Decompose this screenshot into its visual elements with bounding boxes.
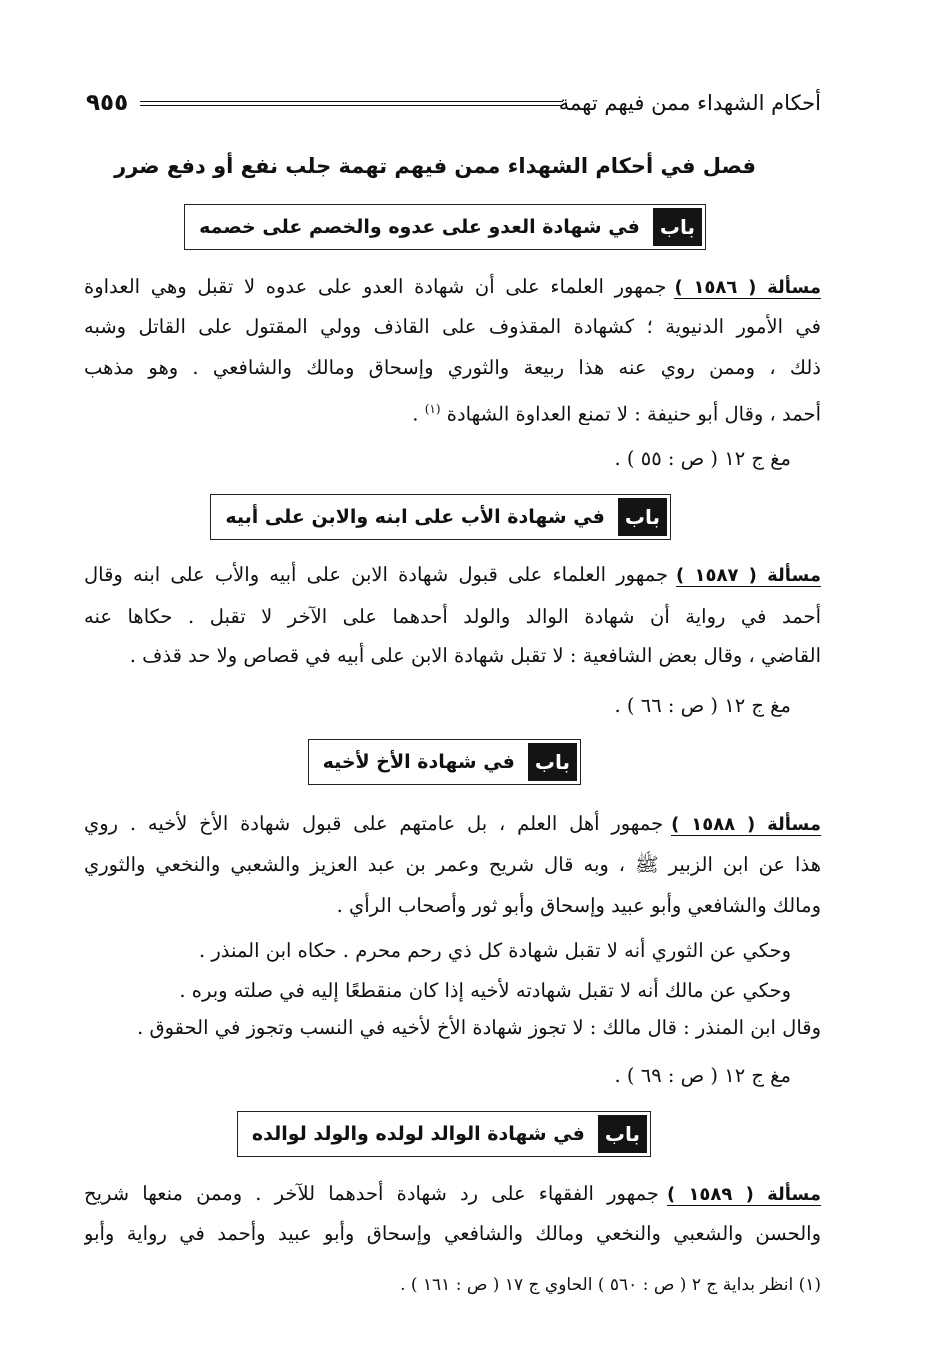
text-line: ذلك ، وممن روي عنه هذا ربيعة والثوري وإسحاق ومالك والشافعي . وهو مذهب xyxy=(84,356,821,379)
chapter-title: في شهادة الأخ لأخيه xyxy=(322,751,515,773)
source-reference: مغ ج ١٢ ( ص : ٦٩ ) . xyxy=(614,1064,791,1087)
text-line: وحكي عن الثوري أنه لا تقبل شهادة كل ذي رحم محرم . حكاه ابن المنذر . xyxy=(198,939,791,962)
text-line: مسألة ( ١٥٨٩ )جمهور الفقهاء على رد شهادة أحدهما للآخر . وممن منعها شريح xyxy=(84,1182,821,1205)
text-line: مسألة ( ١٥٨٨ )جمهور أهل العلم ، بل عامتهم على قبول شهادة الأخ لأخيه . روي xyxy=(84,812,821,835)
footnote-marker: (١) xyxy=(424,402,441,416)
text-line: وقال ابن المنذر : قال مالك : لا تجوز شهادة الأخ لأخيه في النسب وتجوز في الحقوق . xyxy=(137,1016,821,1039)
chapter-label: باب xyxy=(653,208,702,246)
chapter-label: باب xyxy=(618,498,667,536)
issue-label: مسألة ( ١٥٨٨ ) xyxy=(671,814,821,835)
header-rule xyxy=(140,101,563,106)
chapter-title: في شهادة الوالد لولده والولد لوالده xyxy=(251,1123,585,1145)
chapter-title: في شهادة الأب على ابنه والابن على أبيه xyxy=(225,506,605,528)
chapter-label: باب xyxy=(598,1115,647,1153)
chapter-heading-2 xyxy=(210,494,671,540)
running-header xyxy=(86,88,821,122)
text-line: مسألة ( ١٥٨٦ )جمهور العلماء على أن شهادة العدو على عدوه لا تقبل وهي العداوة xyxy=(84,275,821,298)
running-title: أحكام الشهداء ممن فيهم تهمة xyxy=(558,91,821,115)
text-line: أحمد في رواية أن شهادة الوالد والولد أحدهما على الآخر لا تقبل . حكاها عنه xyxy=(84,605,821,628)
issue-label: مسألة ( ١٥٨٧ ) xyxy=(676,565,821,586)
source-reference: مغ ج ١٢ ( ص : ٥٥ ) . xyxy=(614,447,791,470)
text-line: أحمد ، وقال أبو حنيفة : لا تمنع العداوة الشهادة $^{(١)}$ . xyxy=(412,402,821,425)
chapter-heading-4 xyxy=(237,1111,651,1157)
issue-label: مسألة ( ١٥٨٩ ) xyxy=(666,1184,821,1205)
source-reference: مغ ج ١٢ ( ص : ٦٦ ) . xyxy=(614,694,791,717)
issue-label: مسألة ( ١٥٨٦ ) xyxy=(674,277,821,298)
text-line: في الأمور الدنيوية ؛ كشهادة المقذوف على القاذف وولي المقتول على القاتل وشبه xyxy=(84,315,821,338)
text-line: والحسن والشعبي والنخعي ومالك والشافعي وإسحاق وأبو عبيد وأحمد في رواية وأبو xyxy=(84,1222,821,1245)
text-line: هذا عن ابن الزبير ﷺ ، وبه قال شريح وعمر بن عبد العزيز والشعبي والنخعي والثوري xyxy=(84,853,821,876)
chapter-heading-1 xyxy=(184,204,706,250)
footnote: (١) انظر بداية ج ٢ ( ص : ٥٦٠ ) الحاوي ج ١٧ ( ص : ١٦١ ) . xyxy=(400,1275,821,1295)
text-line: القاضي ، وقال بعض الشافعية : لا تقبل شهادة الابن على أبيه في قصاص ولا حد قذف . xyxy=(129,644,821,667)
chapter-label: باب xyxy=(528,743,577,781)
page-number: ٩٥٥ xyxy=(86,90,129,116)
chapter-heading-3 xyxy=(308,739,581,785)
chapter-title: في شهادة العدو على عدوه والخصم على خصمه xyxy=(199,216,640,238)
text-line: ومالك والشافعي وأبو عبيد وإسحاق وأبو ثور وأصحاب الرأي . xyxy=(336,894,821,917)
text-line: مسألة ( ١٥٨٧ )جمهور العلماء على قبول شهادة الابن على أبيه والأب على ابنه وقال xyxy=(84,563,821,586)
text-line: وحكي عن مالك أنه لا تقبل شهادته لأخيه إذا كان منقطعًا إليه في صلته وبره . xyxy=(179,979,791,1002)
section-title: فصل في أحكام الشهداء ممن فيهم تهمة جلب نفع أو دفع ضرر xyxy=(114,154,756,178)
